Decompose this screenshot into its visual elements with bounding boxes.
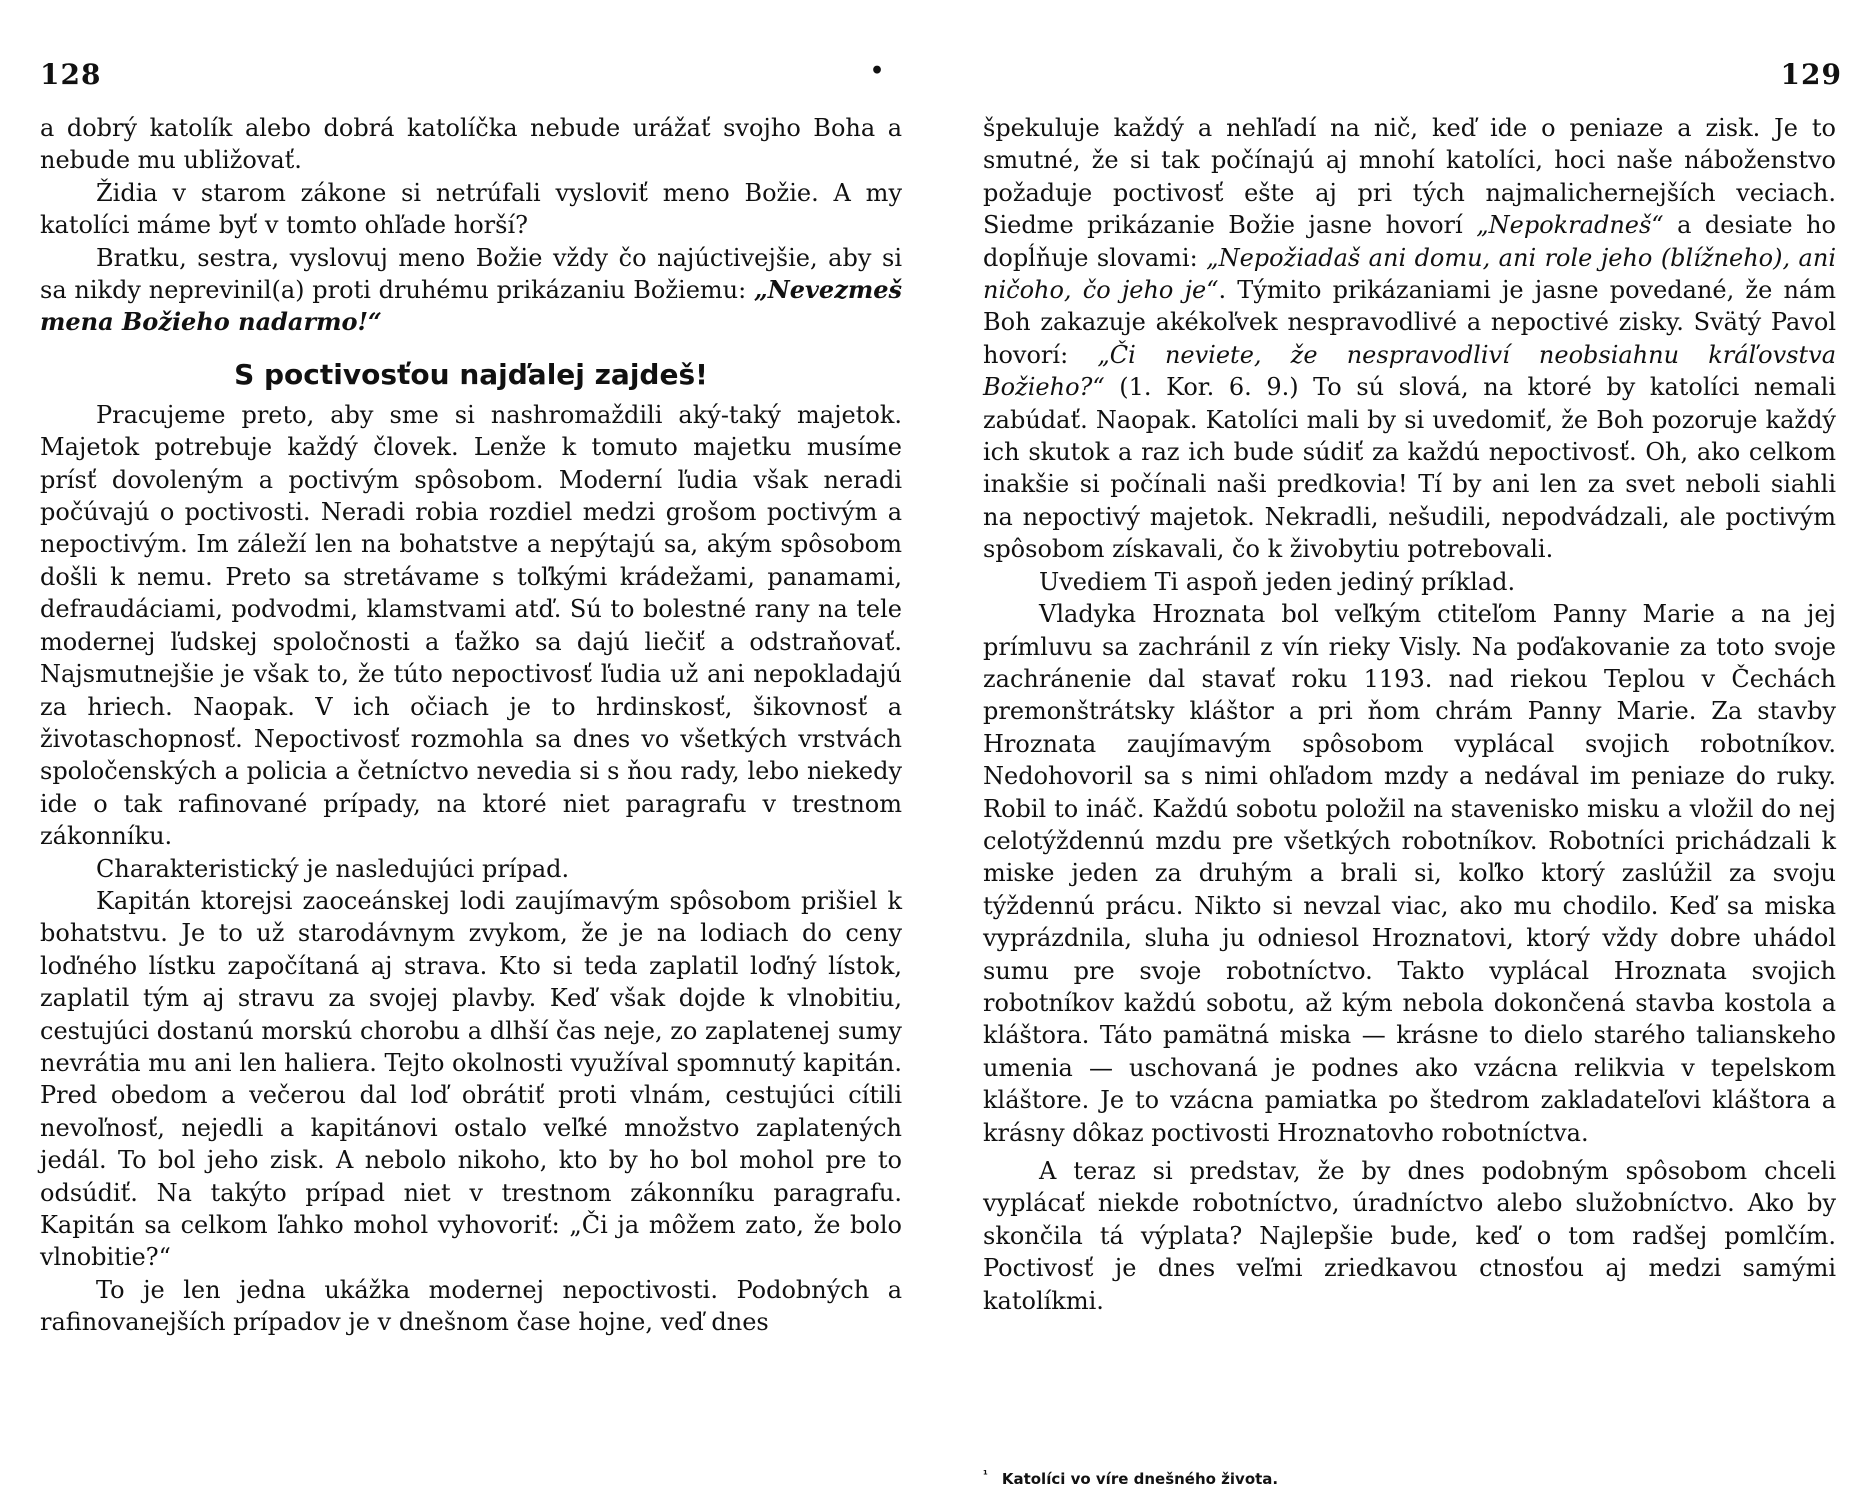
paragraph: Pracujeme preto, aby sme si nashromaždili aký-taký majetok. Majetok potrebuje každý človek. Lenže k tomuto majetku musíme prísť dovoleným a poctivým spôsobom. Moderní ľudia však neradi počúvajú o poctivosti. Neradi robia rozdiel medzi grošom poctivým a nepoctivým. Im záleží len na bohatstve a nepýtajú sa, akým spôsobom došli k nemu. Preto sa stretávame s toľkými krádežami, panamami, defraudáciami, podvodmi, klamstvami atď. Sú to bolestné rany na tele modernej ľudskej spoločnosti a ťažko sa dajú liečiť a odstraňovať. Najsmutnejšie je však to, že túto nepoctivosť ľudia už ani nepokladajú za hriech. Naopak. V ich očiach je to hrdinskosť, šikovnosť a životaschopnosť. Nepoctivosť rozmohla sa dnes vo všetkých vrstvách spoločenských a policia a četníctvo nevedia si s ňou rady, lebo niekedy ide o tak rafinované prípady, na ktoré niet paragrafu v trestnom zákonníku. — [40, 400, 902, 851]
page-number-right: 129 — [1780, 58, 1842, 91]
paragraph: A teraz si predstav, že by dnes podobným spôsobom chceli vyplácať niekde robotníctvo, úradníctvo alebo služobníctvo. Ako by skončila tá výplata? Najlepšie bude, keď o tom radšej pomlčím. Poctivosť je dnes veľmi zriedkavou ctnosťou aj medzi samými katolíkmi. — [983, 1157, 1836, 1315]
paragraph: Kapitán ktorejsi zaoceánskej lodi zaujímavým spôsobom prišiel k bohatstvu. Je to už starodávnym zvykom, že je na lodiach do ceny loďného lístku započítaná aj strava. Kto si teda zaplatil loďný lístok, zaplatil tým aj stravu za svojej plavby. Keď však dojde k vlnobitiu, cestujúci dostanú morskú chorobu a dlhší čas neje, zo zaplatenej sumy nevrátia mu ani len haliera. Tejto okolnosti využíval spomnutý kapitán. Pred obedom a večerou dal loď obrátiť proti vlnám, cestujúci cítili nevoľnosť, nejedli a kapitánovi ostalo veľké množstvo zaplatených jedál. To bol jeho zisk. A nebolo nikoho, kto by ho bol mohol pre to odsúdiť. Na takýto prípad niet v trestnom zákonníku paragrafu. Kapitán sa celkom ľahko mohol vyhovoriť: „Či ja môžem zato, že bolo vlnobitie?“ — [40, 886, 902, 1272]
paragraph: Židia v starom zákone si netrúfali vysloviť meno Božie. A my katolíci máme byť v tomto ohľade horší? — [40, 178, 902, 240]
paragraph-text: (1. Kor. 6. 9.) To sú slová, na ktoré by katolíci nemali zabúdať. Naopak. Katolíci mali by si uvedomiť, že Boh pozoruje každý ich skutok a raz ich bude súdiť za každú nepoctivosť. Oh, ako celkom inakšie si počínali naši predkovia! Tí by ani len za svet neboli siahli na nepoctivý majetok. Nekradli, nešudili, nepodvádzali, ale poctivým spôsobom získavali, čo k živobytiu potrebovali. — [983, 373, 1836, 564]
right-page — [931, 0, 1862, 1500]
left-text-column — [40, 112, 902, 1339]
paragraph — [40, 242, 902, 339]
paragraph: Uvediem Ti aspoň jeden jediný príklad. — [1039, 567, 1516, 596]
page-number-left: 128 — [40, 58, 102, 91]
paragraph: Charakteristický je nasledujúci prípad. — [96, 854, 570, 883]
paragraph-text: Bratku, sestra, vyslovuj meno Božie vždy čo najúctivejšie, aby si sa nikdy neprevinil(a) proti druhému prikázaniu Božiemu: — [40, 243, 902, 305]
paragraph: a dobrý katolík alebo dobrá katolíčka nebude urážať svojho Boha a nebude mu ubližovať. — [40, 114, 902, 175]
paragraph — [983, 112, 1836, 566]
right-text-column — [983, 112, 1836, 1317]
footnote — [983, 1468, 1278, 1488]
paragraph: To je len jedna ukážka modernej nepoctivosti. Podobných a rafinovanejších prípadov je v dnešnom čase hojne, veď dnes — [40, 1275, 902, 1337]
quote: „Nepokradneš“ — [1476, 211, 1664, 240]
page-marker: • — [870, 58, 885, 84]
footnote-text: Katolíci vo víre dnešného života. — [1001, 1470, 1279, 1488]
quote: „Nepožiadaš ani domu, ani role jeho (blížneho), ani ničoho, čo jeho je“ — [983, 243, 1836, 305]
quote: „Nevezmeš mena Božieho nadarmo!“ — [40, 275, 902, 337]
section-heading: S poctivosťou najďalej zajdeš! — [234, 357, 708, 391]
paragraph-text: a desiate ho dopĺňuje slovami: — [983, 211, 1836, 272]
quote: „Či neviete, že nespravodliví neobsiahnu kráľovstva Božieho?“ — [983, 340, 1836, 402]
footnote-mark: ¹ — [983, 1468, 988, 1481]
paragraph: Vladyka Hroznata bol veľkým ctiteľom Panny Marie a na jej prímluvu sa zachránil z vín rieky Visly. Na poďakovanie za toto svoje zachránenie dal stavať roku 1193. nad riekou Teplou v Čechách premonštrátsky kláštor a pri ňom chrám Panny Marie. Za stavby Hroznata zaujímavým spôsobom vyplácal svojich robotníkov. Nedohovoril sa s nimi ohľadom mzdy a nedával im peniaze do ruky. Robil to ináč. Každú sobotu položil na stavenisko misku a vložil do nej celotýždennú mzdu pre všetkých robotníkov. Robotníci prichádzali k miske jeden za druhým a brali si, koľko ktorý zaslúžil za svoju týždennú prácu. Nikto si nevzal viac, ako mu chodilo. Keď sa miska vyprázdnila, sluha ju odniesol Hroznatovi, ktorý vždy dobre uhádol sumu pre svoje robotníctvo. Takto vyplácal Hroznata svojich robotníkov každú sobotu, až kým nebola dokončená stavba kostola a kláštora. Táto pamätná miska — krásne to dielo starého talianskeho umenia — uschovaná je podnes ako vzácna relikvia v tepelskom kláštore. Je to vzácna pamiatka po štedrom zakladateľovi kláštora a krásny dôkaz poctivosti Hroznatovho robotníctva. — [983, 600, 1836, 1147]
paragraph-text: . Týmito prikázaniami je jasne povedané, že nám Boh zakazuje akékoľvek nespravodlivé a nepoctivé zisky. Svätý Pavol hovorí: — [983, 276, 1836, 369]
paragraph-text: špekuluje každý a nehľadí na nič, keď ide o peniaze a zisk. Je to smutné, že si tak počínajú aj mnohí katolíci, hoci naše náboženstvo požaduje poctivosť ešte aj pri tých najmalichernejších veciach. Siedme prikázanie Božie jasne hovorí — [983, 114, 1836, 240]
